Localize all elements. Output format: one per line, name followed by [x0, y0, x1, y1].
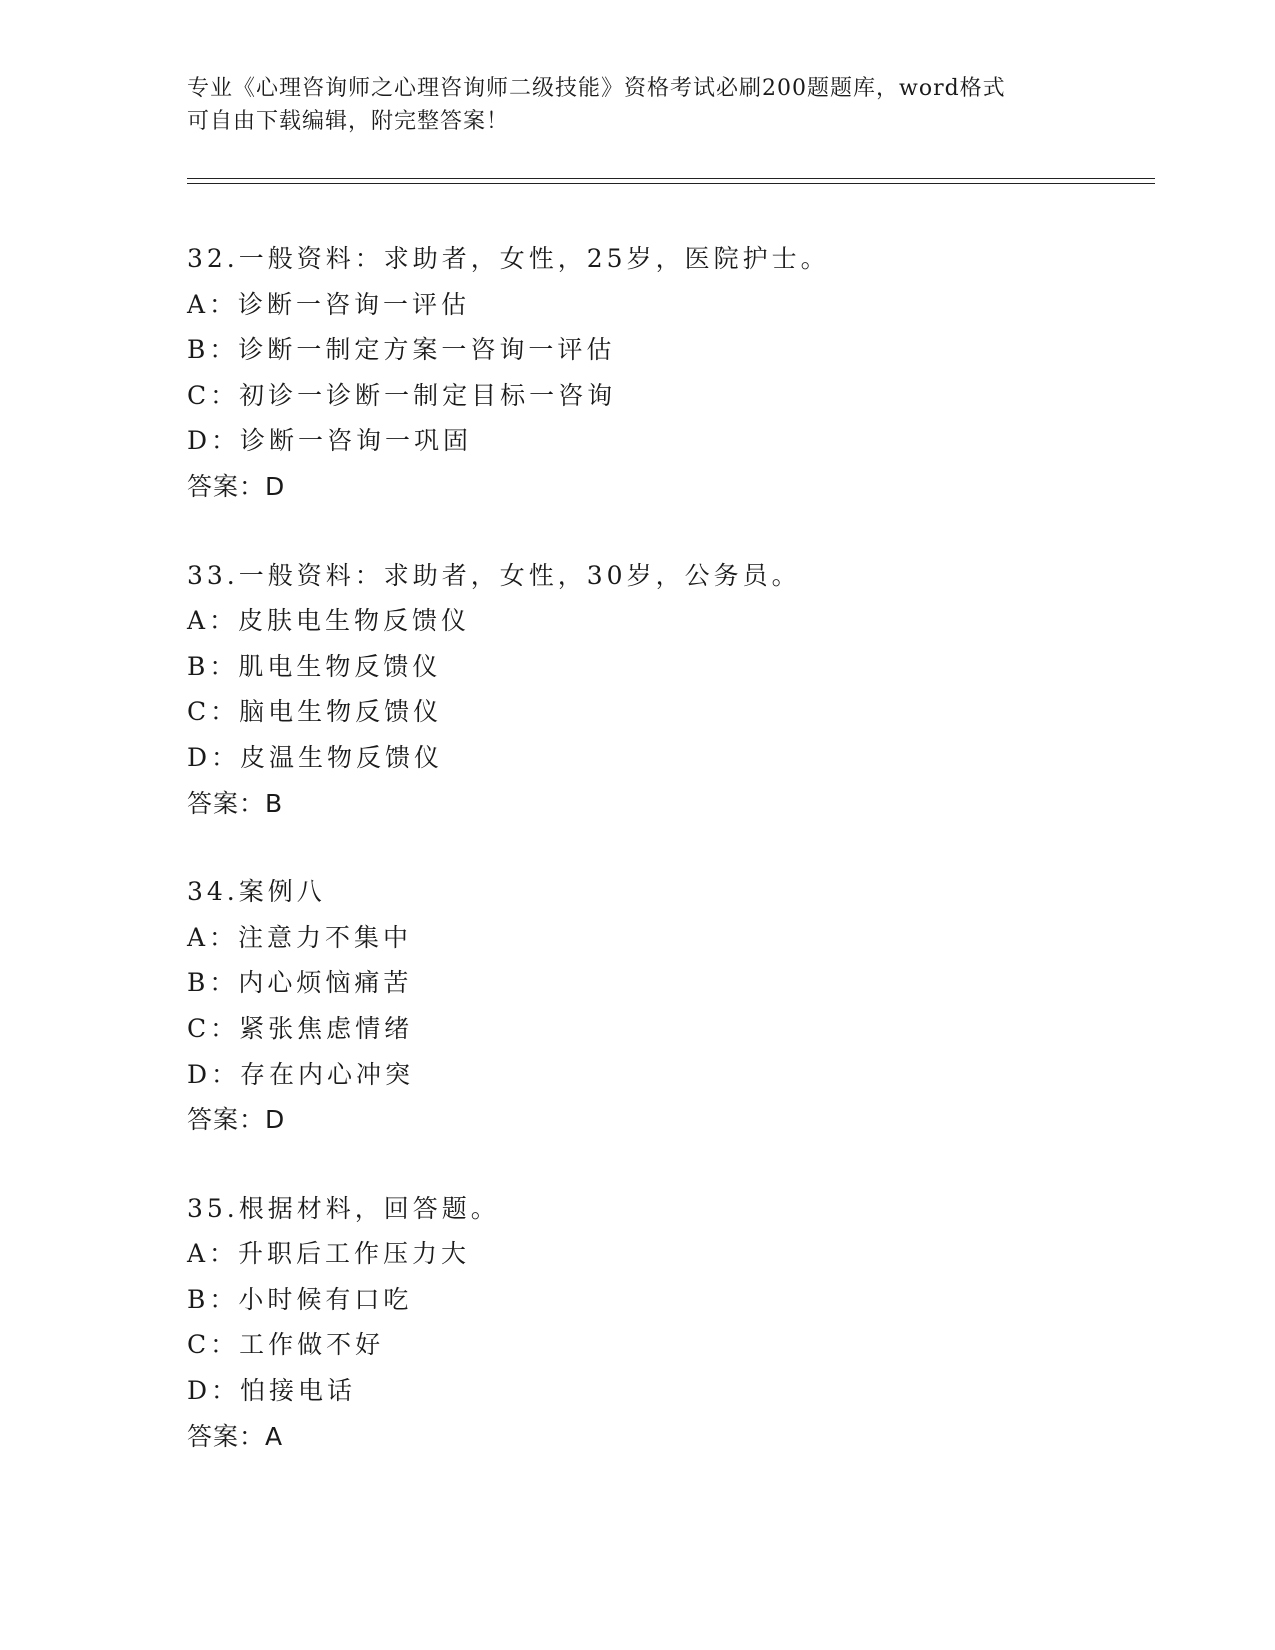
option-b: B：肌电生物反馈仪 [187, 651, 442, 681]
option-d: D：皮温生物反馈仪 [187, 742, 444, 772]
answer-line: 答案：A [187, 1421, 284, 1451]
question-stem: 32.一般资料：求助者，女性，25岁，医院护士。 [187, 244, 830, 273]
header-line-1: 专业《心理咨询师之心理咨询师二级技能》资格考试必刷200题题库，word格式 [187, 76, 1006, 101]
option-d: D：怕接电话 [187, 1376, 357, 1406]
option-b: B：诊断一制定方案一咨询一评估 [187, 335, 616, 365]
option-c: C：紧张焦虑情绪 [187, 1013, 414, 1043]
option-c: C：工作做不好 [187, 1330, 385, 1360]
question-35 [187, 1186, 1137, 1460]
header-divider-bottom [187, 183, 1155, 184]
question-34 [187, 869, 1137, 1143]
header-divider-top [187, 178, 1155, 179]
option-a: A：升职后工作压力大 [187, 1239, 471, 1269]
option-d: D：诊断一咨询一巩固 [187, 426, 473, 456]
question-stem: 35.根据材料，回答题。 [187, 1193, 500, 1223]
option-a: A：皮肤电生物反馈仪 [187, 606, 471, 636]
option-d: D：存在内心冲突 [187, 1059, 415, 1089]
answer-line: 答案：D [187, 1105, 286, 1135]
answer-line: 答案：B [187, 788, 284, 818]
header-line-2: 可自由下载编辑，附完整答案！ [187, 109, 510, 134]
answer-line: 答案：D [187, 471, 286, 501]
option-c: C：初诊一诊断一制定目标一咨询 [187, 380, 617, 410]
option-a: A：注意力不集中 [187, 922, 413, 952]
question-32 [187, 236, 1137, 510]
option-a: A：诊断一咨询一评估 [187, 289, 471, 319]
option-b: B：内心烦恼痛苦 [187, 968, 413, 998]
option-c: C：脑电生物反馈仪 [187, 697, 443, 727]
question-stem: 33.一般资料：求助者，女性，30岁，公务员。 [187, 560, 801, 590]
document-header [187, 72, 1087, 138]
option-b: B：小时候有口吃 [187, 1284, 413, 1314]
question-33 [187, 553, 1137, 827]
question-list [187, 236, 1137, 1502]
question-stem: 34.案例八 [187, 877, 326, 907]
